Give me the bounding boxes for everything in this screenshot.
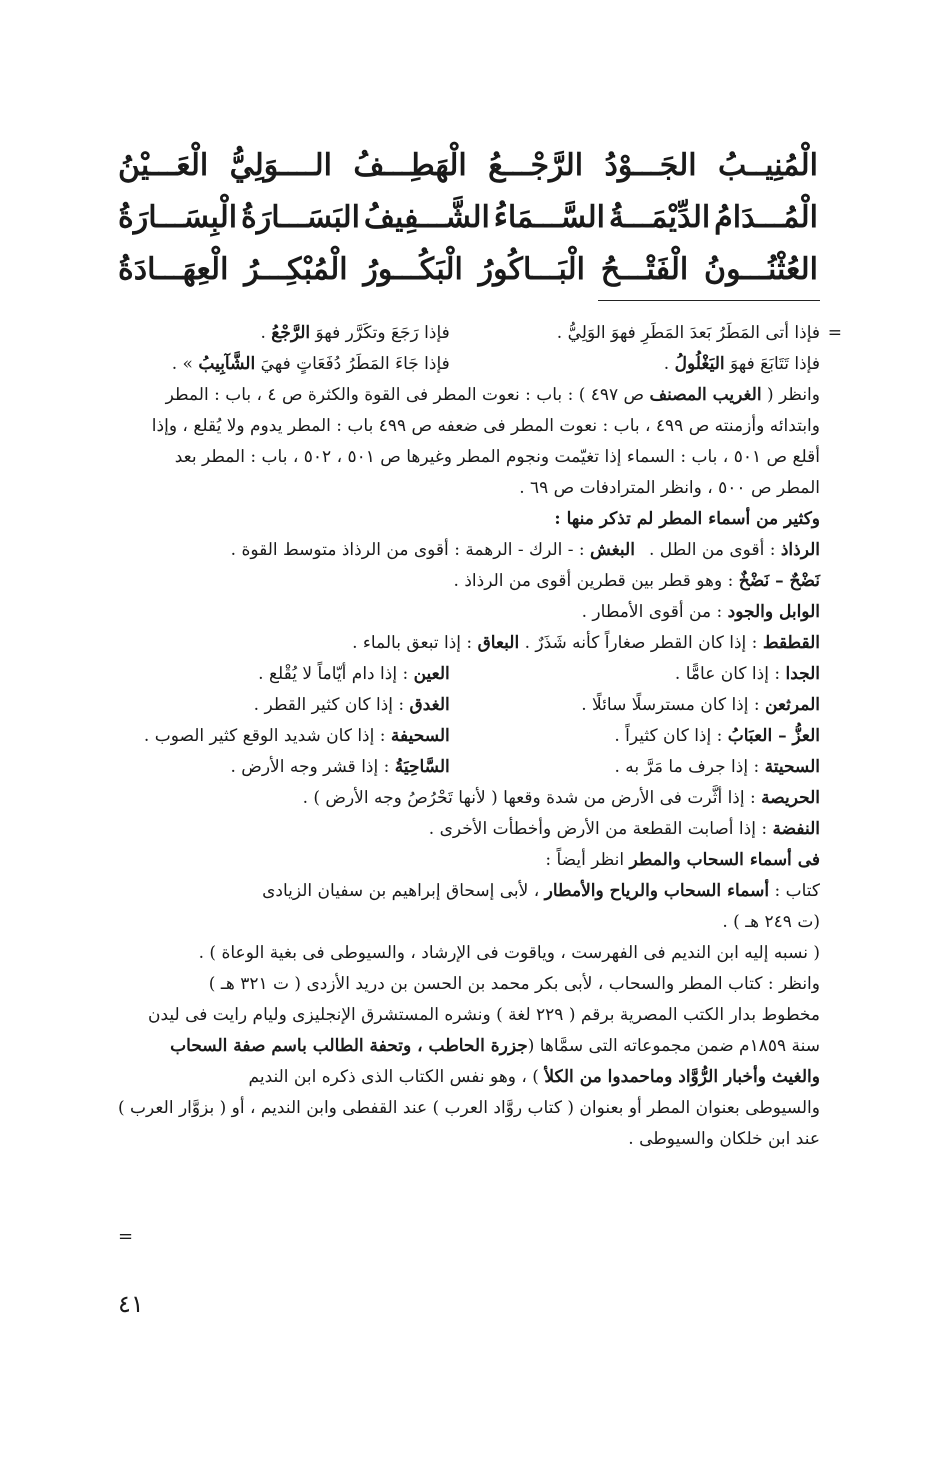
note-line: المطر ص ٥٠٠ ، وانظر المترادفات ص ٦٩ . <box>519 478 820 498</box>
footnotes <box>108 318 842 1155</box>
note-text: فإذا جَاءَ المَطَرُ دُفَعَاتٍ فهيَ الشَّآبِيبُ » . <box>171 354 450 374</box>
note-line: النفضة : إذا أصابت القطعة من الأرض وأخطأت الأخرى . <box>428 819 820 839</box>
note-line: سنة ١٨٥٩م ضمن مجموعاته التى سمَّاها (جزرة الحاطب ، وتحفة الطالب باسم صفة السحاب <box>170 1036 820 1056</box>
note-line: الرذاذ : أقوى من الطل .البغش : - الرك - الرهمة : أقوى من الرذاذ متوسط القوة . <box>230 540 820 560</box>
word: الْبَكُـــورُ <box>363 252 463 287</box>
note-line: ( نسبه إليه ابن النديم فى الفهرست ، وياقوت فى الإرشاد ، والسيوطى فى بغية الوعاة ) . <box>198 943 820 963</box>
note-line: الجدا : إذا كان عامًّا . العين : إذا دام أيّاماً لا يُقْلع . <box>258 664 820 684</box>
word: الجَـــوْدُ <box>604 148 697 183</box>
word-row <box>118 140 818 192</box>
note-line: نَضْحٌ – نَضْخٌ : وهو قطر بين قطرين أقوى من الرذاذ . <box>453 571 820 591</box>
note-line: الحريصة : إذا أثَّرت فى الأرض من شدة وقعها ( لأنها تَحْرُصُ وجه الأرض ) . <box>302 788 820 808</box>
note-line: كتاب : أسماء السحاب والرياح والأمطار ، لأبى إسحاق إبراهيم بن سفيان الزيادى <box>262 881 820 901</box>
word: الــــوَلِيُّ <box>229 148 332 183</box>
word: الْفَتْـــحُ <box>600 252 689 287</box>
word: البَسَـــارَةُ <box>240 200 360 235</box>
word-row <box>118 244 818 296</box>
note-text: فإذا أتى المَطَرُ بَعدَ المَطَرِ فهوَ الوَلِيُّ . <box>556 323 820 343</box>
note-line: الوابل والجود : من أقوى الأمطار . <box>581 602 820 622</box>
note-line: عند ابن خلكان والسيوطى . <box>628 1129 820 1149</box>
note-line: فى أسماء السحاب والمطر انظر أيضاً : <box>545 850 820 870</box>
word: الْبَـــاكُورُ <box>478 252 585 287</box>
word: الْبِسَـــارَةُ <box>118 200 238 235</box>
note-text: فإذا رَجَعَ وتكَرَّر فهوَ الرَّجْعُ . <box>260 323 450 343</box>
word: الدِّيْمَـــةُ <box>608 200 711 235</box>
note-line: وانظر ( الغريب المصنف ص ٤٩٧ ) : باب : نعوت المطر فى القوة والكثرة ص ٤ ، باب : المطر <box>165 385 820 405</box>
word: العُثْنُـــونُ <box>704 252 818 287</box>
continuation-mark: = <box>827 323 842 343</box>
note-line <box>108 349 820 380</box>
note-line: وانظر : كتاب المطر والسحاب ، لأبى بكر محمد بن الحسن بن دريد الأزدى ( ت ٣٢١ هـ ) <box>208 974 820 994</box>
word-grid <box>118 140 818 296</box>
word: الْمُنِيــبُ <box>718 148 818 183</box>
word-row <box>118 192 818 244</box>
note-line: مخطوط بدار الكتب المصرية برقم ( ٢٢٩ لغة ) ونشره المستشرق الإنجليزى وليام رايت فى ليدن <box>147 1005 820 1025</box>
note-line: العزُّ – العبَابُ : إذا كان كثيراً . السحيفة : إذا كان شديد الوقع كثير الصوب . <box>143 726 820 746</box>
note-line: القطقط : إذا كان القطر صغاراً كأنه شَذَرٌ . البعاق : إذا تبعق بالماء . <box>352 633 820 653</box>
note-heading: وكثير من أسماء المطر لم تذكر منها : <box>554 509 820 529</box>
note-line <box>108 318 842 349</box>
note-text: فإذا تَتَابَعَ فهوَ اليَغْلُولُ . <box>663 354 820 374</box>
word: الْهَطِـــفُ <box>353 148 467 183</box>
note-line: (ت ٢٤٩ هـ ) . <box>722 912 820 932</box>
page-number: ٤١ <box>118 1290 144 1318</box>
note-line: السحيتة : إذا جرف ما مَرَّ به . السَّاحِيَةُ : إذا قشر وجه الأرض . <box>230 757 820 777</box>
word: السَّـــمَاءُ <box>493 200 605 235</box>
footnote-divider <box>598 300 820 301</box>
note-line: والسيوطى بعنوان المطر أو بعنوان ( كتاب روَّاد العرب ) عند القفطى وابن النديم ، أو ( بزوَّار العرب ) <box>118 1098 820 1118</box>
continuation-mark: = <box>118 1226 134 1247</box>
word: الْعِهَـــادَةُ <box>118 252 229 287</box>
word: الشَّـــفِيفُ <box>363 200 490 235</box>
note-line: المرثعن : إذا كان مسترسلًا سائلًا . الغدق : إذا كان كثير القطر . <box>253 695 820 715</box>
note-line: والغيث وأخبار الرُّوَّاد وماحمدوا من الكلأ ) ، وهو نفس الكتاب الذى ذكره ابن النديم <box>248 1067 820 1087</box>
word: الْعَـــيْنُ <box>118 148 209 183</box>
word: الْمُبْكِـــرُ <box>244 252 348 287</box>
word: الْمُـــدَامُ <box>714 200 818 235</box>
note-line: وابتدائه وأزمنته ص ٤٩٩ ، باب : نعوت المطر فى ضعفه ص ٤٩٩ باب : المطر يدوم ولا يُقلع ، وإذا <box>151 416 820 436</box>
note-line: أقلع ص ٥٠١ ، باب : السماء إذا تغيّمت ونجوم المطر وغيرها ص ٥٠١ ، ٥٠٢ ، باب : المطر بعد <box>174 447 820 467</box>
word: الرَّجْـــعُ <box>488 148 584 183</box>
